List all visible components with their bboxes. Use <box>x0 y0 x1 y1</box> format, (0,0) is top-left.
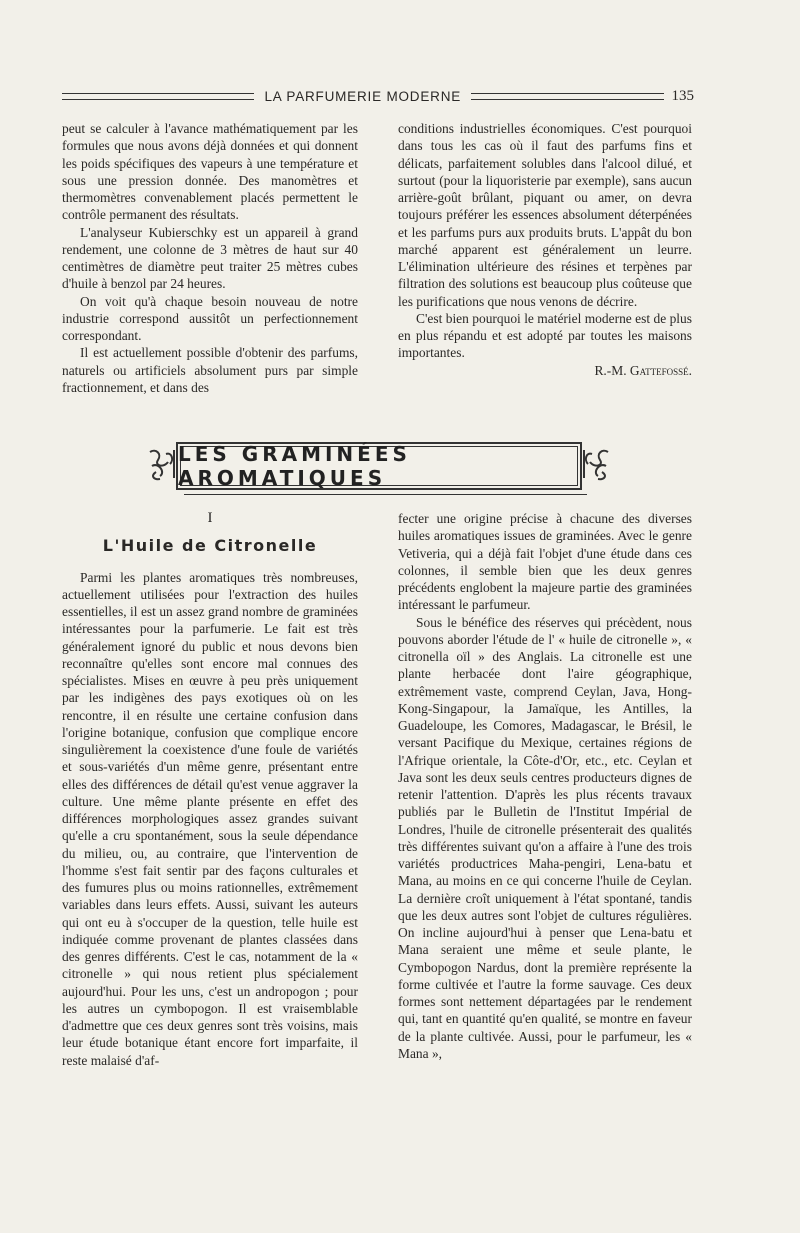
section-number: I <box>207 510 213 526</box>
paragraph: L'analyseur Kubierschky est un appareil à grand rendement, une colonne de 3 mètres de haut sur 40 centimètres de diamètre peut traiter 25 mètres cubes d'huile à benzol par 24 heures. <box>62 224 358 292</box>
paragraph: Sous le bénéfice des réserves qui précèdent, nous pouvons aborder l'étude de l' « huile de citronelle », « citronella oïl » des Anglais. La citronelle est une plante herbacée dont l'aire géographique, extrêmement vaste, comprend Ceylan, Java, Hong-Kong-Singapour, la Jamaïque, les Antilles, la Guadeloupe, les Comores, Madagascar, le Brésil, le versant Pacifique du Mexique, certaines régions de l'Afrique orientale, la Côte-d'Or, etc., etc. Ceylan et Java sont les deux seuls centres producteurs dignes de retenir l'attention. D'après les plus récents travaux publiés par le Bulletin de l'Institut Impérial de Londres, l'huile de citronelle présenterait des qualités très différentes suivant qu'on a affaire à l'une des trois variétés productrices Maha-pengiri, Lena-batu et Mana, au moins en ce qui concerne l'huile de Ceylan. La dernière croît uniquement à l'état spontané, tandis que les deux autres sont l'objet de cultures régulières. On incline aujourd'hui à penser que Lena-batu et Mana seraient une même et seule plante, le Cymbopogon Nardus, dont la première représente la forme cultivée et l'autre la forme sauvage. Ces deux formes sont nettement départagées par le rendement qui, tant en quantité qu'en qualité, se montre en faveur de la plante cultivée. Aussi, pour le parfumeur, les « Mana », <box>398 614 692 1061</box>
bottom-right-column <box>398 510 692 1062</box>
banner-frame <box>176 442 582 490</box>
paragraph: conditions industrielles économiques. C'est pourquoi dans tous les cas où il faut des parfums fins et délicats, parfaitement solubles dans l'alcool dilué, et surtout (pour la liquoristerie par exemple), sans aucun arrière-goût brûlant, piquant ou amer, on devra toujours préférer les essences absolument déterpénées et les parfums purs aux produits bruts. L'appât du bon marché apparent est généralement un leurre. L'élimination ultérieure des résines et terpènes par filtration des solutions est beaucoup plus coûteuse que les purifications que nous venons de décrire. <box>398 121 692 309</box>
floral-ornament-right-icon <box>580 446 612 482</box>
paragraph: Parmi les plantes aromatiques très nombreuses, actuellement utilisées pour l'extraction des huiles essentielles, il est un assez grand nombre de graminées intéressantes pour la parfumerie. Le fait est très généralement ignoré du public et nous devons bien reconnaître qu'elles sont encore mal connues des spécialistes. Mises en œuvre à peu près uniquement par les indigènes des pays exotiques où on les rencontre, il en résulte une certaine confusion dans l'origine botanique, confusion que complique encore singulièrement la coexistence d'une foule de variétés et sous-variétés d'un même genre, présentant entre elles des différences de détail qu'est venue aggraver la culture. Une même plante présente en effet des différences morphologiques assez grandes suivant qu'elle a cru spontanément, sous la seule dépendance du milieu, ou, au contraire, que l'intervention de l'homme s'est fait sentir par des façons culturales et des fumures plus ou moins rationnelles, extrêmement variables dans leurs effets. Aussi, suivant les auteurs qui ont eu à s'occuper de la question, telle huile est indiquée comme provenant de plantes classées dans des genres différents. C'est le cas, notamment de la « citronelle » qui nous retient plus spécialement aujourd'hui. Pour les uns, c'est un andropogon ; pour les autres un cymbopogon. Il est vraisemblable d'admettre que ces deux genres sont très voisins, mais leur étude botanique étant encore fort imparfaite, il reste malaisé d'af- <box>62 569 358 1068</box>
page-number: 135 <box>671 87 695 104</box>
paragraph: peut se calculer à l'avance mathématiquement par les formules que nous avons déjà données et qui donnent les poids spécifiques des vapeurs à une température et sous une pression donnée. Des manomètres et thermomètres convenablement placés permettent le contrôle permanent des résultats. <box>62 121 358 223</box>
paragraph: Il est actuellement possible d'obtenir des parfums, naturels ou artificiels absolument purs par simple fractionnement, et dans des <box>62 345 358 395</box>
article-title: LES GRAMINÉES AROMATIQUES <box>178 442 411 490</box>
paragraph: C'est bien pourquoi le matériel moderne est de plus en plus répandu et est adopté par toutes les maisons importantes. <box>398 310 692 361</box>
author-signature: R.-M. Gattefossé. <box>594 362 692 378</box>
running-title: LA PARFUMERIE MODERNE <box>264 88 462 104</box>
top-left-column <box>62 120 358 396</box>
header-rule-right <box>471 93 663 100</box>
bottom-left-column <box>62 510 358 1069</box>
section-title: L'Huile de Citronelle <box>102 536 318 556</box>
floral-ornament-left-icon <box>146 446 178 482</box>
running-header <box>62 86 694 106</box>
header-rule-left <box>62 93 254 100</box>
paragraph: fecter une origine précise à chacune des diverses huiles aromatiques issues de graminées. Avec le genre Vetiveria, qui a déjà fait l'objet d'une étude dans ces colonnes, il semble bien que les deux genres précédents englobent la majeure partie des graminées intéressant le parfumeur. <box>398 511 692 613</box>
top-right-column <box>398 120 692 379</box>
paragraph: On voit qu'à chaque besoin nouveau de notre industrie correspond aussitôt un perfectionnement correspondant. <box>62 293 358 343</box>
section-banner <box>146 440 612 492</box>
